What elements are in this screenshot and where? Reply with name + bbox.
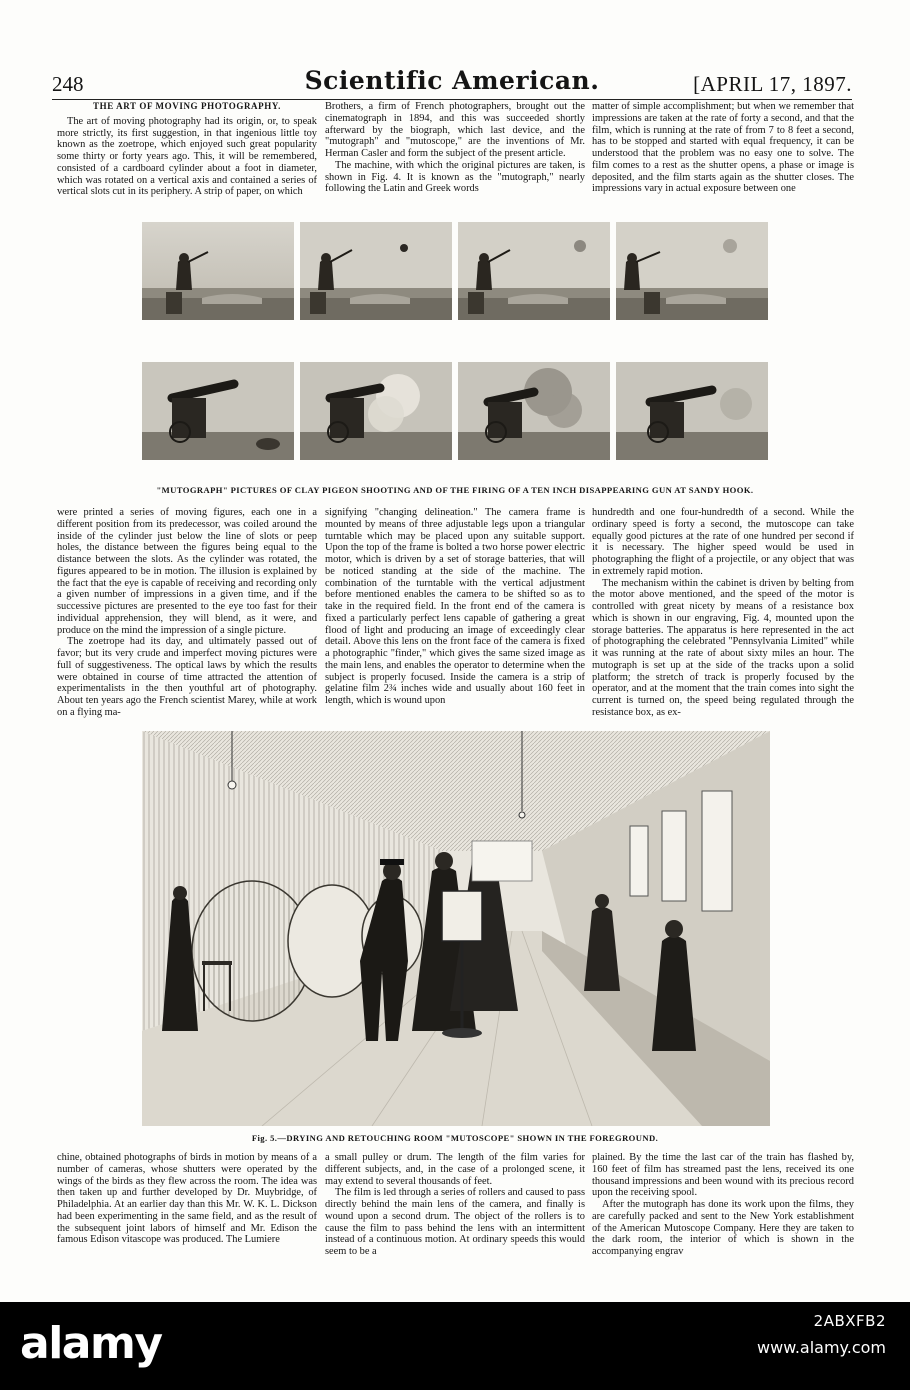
- image-id: 2ABXFB2: [813, 1312, 886, 1330]
- page-number: 248: [52, 72, 84, 96]
- paragraph: signifying "changing delineation." The camera frame is mounted by means of three adjustable legs upon a triangular turntable which may be placed upon any suitable support. Upon the top of the frame is bolted a two horse power electric motor, which is driven by a set of storage batteries, that will be noticed standing at the side of the machine. The combination of the turntable with the vertical adjustment before mentioned enables the camera to be shifted so as to take in the required field. In the front end of the camera is fixed a particularly perfect lens capable of gathering a great flood of light and producing an image of exceedingly clear detail. Above this lens on the front face of the camera is fixed a photographic "finder," which gives the same sized image as the main lens, and enables the operator to determine when the subject is properly focused. Inside the camera is a strip of gelatine film 2¾ inches wide and usually about 160 feet in length, which is wound upon: [325, 507, 585, 706]
- paragraph: a small pulley or drum. The length of the film varies for different subjects, and, in the case of a prolonged scene, it may extend to several thousands of feet.: [325, 1152, 585, 1187]
- paragraph: matter of simple accomplishment; but when we remember that impressions are taken at the rate of forty a second, and that the film, which is running at the rate of from 7 to 8 feet a second, has to be stopped and started with equal frequency, it can be understood that the problem was no easy one to solve. The film comes to a rest as the shutter opens, a phase or image is deposited, and the film starts again as the shutter closes. The impressions vary in actual exposure between one: [592, 101, 854, 195]
- paragraph: plained. By the time the last car of the train has flashed by, 160 feet of film has streamed past the lens, received its one thousand impressions and been wound with its precious record upon the receiving spool.: [592, 1152, 854, 1199]
- text-column-1-top: [57, 101, 317, 198]
- gun-frame-2: [300, 362, 452, 460]
- paragraph: were printed a series of moving figures, each one in a different position from its predecessor, was coiled around the inside of the cylinder just below the line of slots or peep holes, the distance between the figures being equal to the distance between the slots. As the cylinder was rotated, the figures appeared to be in motion. The illusion is explained by the fact that the eye is capable of receiving and recording only a given number of impressions in a given time, and if the successive pictures are presented to the eye too fast for their individual apprehension, they will blend, as it were, and produce on the mind the impression of a single picture.: [57, 507, 317, 636]
- masthead-rule: [52, 99, 852, 100]
- gun-frame-1: [142, 362, 294, 460]
- publication-title: Scientific American.: [304, 66, 600, 95]
- drying-room-engraving: [142, 731, 770, 1126]
- text-column-2-bottom: [325, 1152, 585, 1258]
- masthead: [52, 66, 852, 100]
- photo-strip-caption: "MUTOGRAPH" PICTURES OF CLAY PIGEON SHOOTING AND OF THE FIRING OF A TEN INCH DISAPPEARING GUN AT SANDY HOOK.: [156, 485, 754, 495]
- paragraph: After the mutograph has done its work upon the films, they are carefully packed and sent to the New York establishment of the American Mutoscope Company. Here they are taken to the dark room, the interior of which is shown in the accompanying engrav: [592, 1199, 854, 1257]
- paragraph: The art of moving photography had its origin, or, to speak more strictly, its first suggestion, in that ingenious little toy known as the zoetrope, which enjoyed such great popularity some thirty or forty years ago. This, it will be remembered, consisted of a cardboard cylinder about a foot in diameter, which was rotated on a vertical axis and contained a series of vertical slots cut in its periphery. A strip of paper, on which: [57, 115, 317, 198]
- gun-frame-4: [616, 362, 768, 460]
- paragraph: The mechanism within the cabinet is driven by belting from the motor above mentioned, and the speed of the motor is controlled with great nicety by means of a resistance box which is shown in our engraving, Fig. 4, mounted upon the storage batteries. The apparatus is here represented in the act of photographing the celebrated "Pennsylvania Limited" while it was running at the rate of about sixty miles an hour. The mutograph is set up at the side of the tracks upon a solid platform; the stretch of track is properly focused by the operator, and at the moment that the train comes into sight the current is turned on, the speed being regulated through the resistance box, as ex-: [592, 577, 854, 718]
- article-heading: THE ART OF MOVING PHOTOGRAPHY.: [93, 101, 281, 111]
- shooting-frame-3: [458, 222, 610, 320]
- shooting-frame-1: [142, 222, 294, 320]
- paragraph: The machine, with which the original pictures are taken, is shown in Fig. 4. It is known as the "mutograph," nearly following the Latin and Greek words: [325, 159, 585, 195]
- shooting-frame-2: [300, 222, 452, 320]
- shooting-frame-4: [616, 222, 768, 320]
- issue-date: [APRIL 17, 1897.: [693, 72, 852, 96]
- stock-footer-bar: [0, 1302, 910, 1390]
- paragraph: The film is led through a series of rollers and caused to pass directly behind the main lens of the camera, and finally is wound upon a second drum. The object of the rollers is to cause the film to pass behind the lens with an intermittent instead of a continuous motion. At ordinary speeds this would seem to be a: [325, 1187, 585, 1257]
- engraving-caption: Fig. 5.—DRYING AND RETOUCHING ROOM "MUTOSCOPE" SHOWN IN THE FOREGROUND.: [251, 1133, 659, 1143]
- paragraph: Brothers, a firm of French photographers, brought out the cinematograph in 1894, and this was succeeded shortly afterward by the biograph, which last device, and the "mutograph" and "mutoscope," are the inventions of Mr. Herman Casler and form the subject of the present article.: [325, 101, 585, 159]
- text-column-3-middle: [592, 507, 854, 719]
- text-column-2-top: [325, 101, 585, 195]
- text-column-3-top: [592, 101, 854, 195]
- text-column-1-bottom: [57, 1152, 317, 1246]
- text-column-2-middle: [325, 507, 585, 707]
- text-column-3-bottom: [592, 1152, 854, 1258]
- gun-frame-3: [458, 362, 610, 460]
- alamy-logo[interactable]: alamy: [20, 1318, 162, 1369]
- paragraph: chine, obtained photographs of birds in motion by means of a number of cameras, whose shutters were operated by the wings of the birds as they flew across the room. The idea was then taken up and further developed by Dr. Muybridge, of Philadelphia. At an earlier day than this Mr. W. K. L. Dickson had been experimenting in the same field, and as the result of the subsequent joint labors of himself and Mr. Edison the famous Edison vitascope was produced. The Lumiere: [57, 1152, 317, 1246]
- paragraph: hundredth and one four-hundredth of a second. While the ordinary speed is forty a second, the mutoscope can take equally good pictures at the rate of one hundred per second if it is necessary. The higher speed would be used in photographing the flight of a projectile, or any object that was in extremely rapid motion.: [592, 507, 854, 577]
- site-url[interactable]: www.alamy.com: [757, 1338, 886, 1357]
- text-column-1-middle: [57, 507, 317, 719]
- paragraph: The zoetrope had its day, and ultimately passed out of favor; but its very crude and imperfect moving pictures were full of suggestiveness. The optical laws by which the results were obtained in course of time attracted the attention of experimentalists in the then youthful art of photography. About ten years ago the French scientist Marey, while at work on a flying ma-: [57, 636, 317, 718]
